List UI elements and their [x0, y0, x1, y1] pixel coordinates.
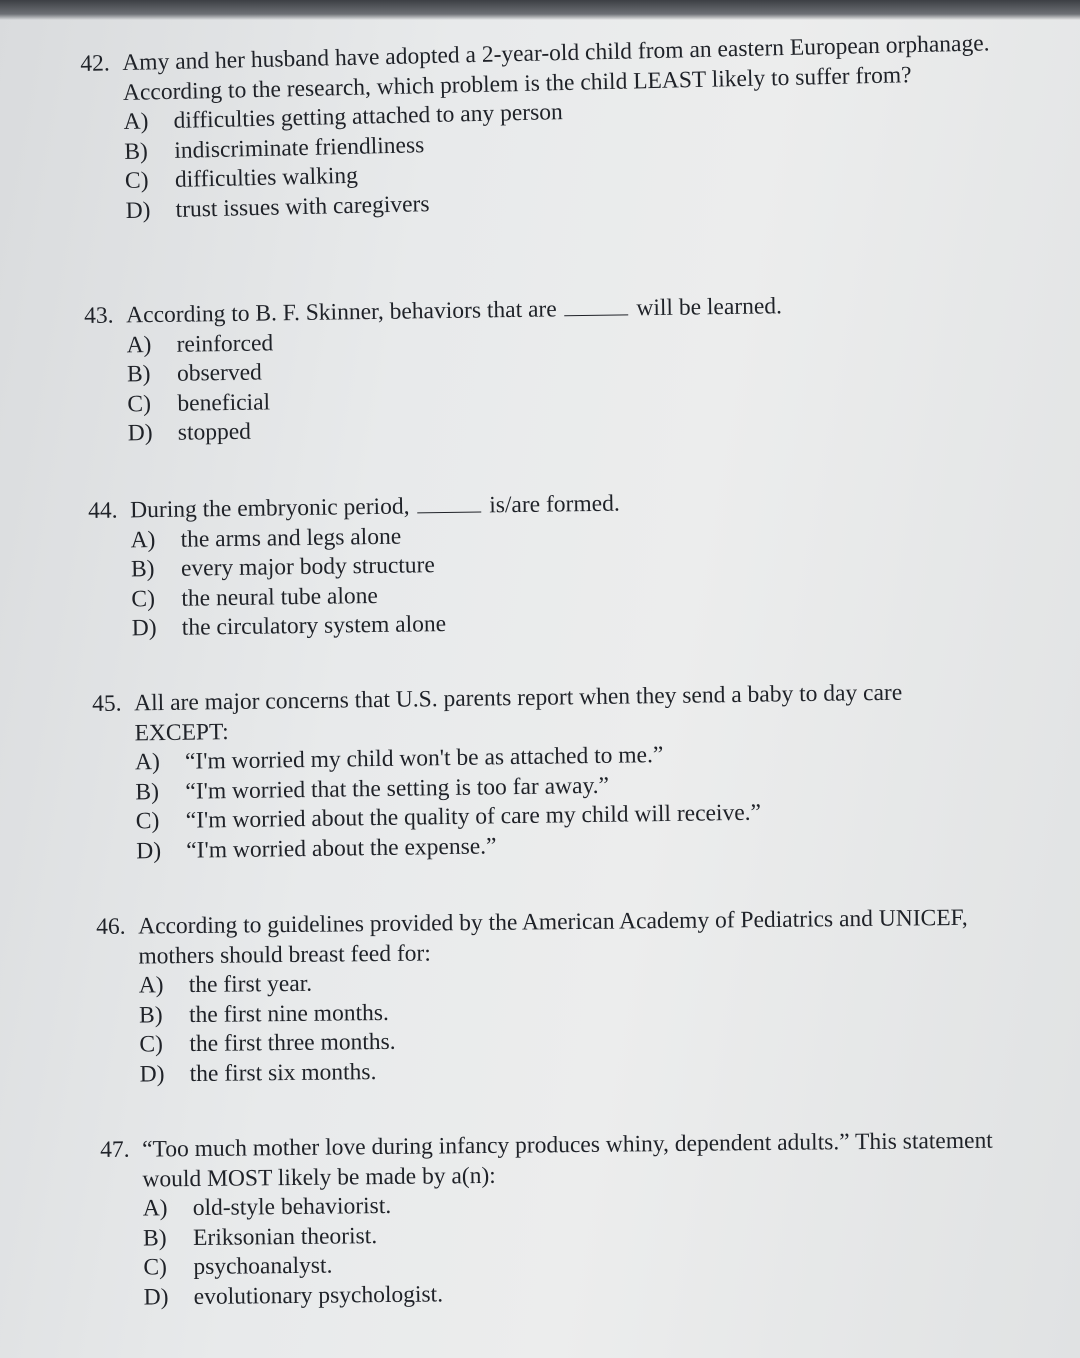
choice-letter: B)	[142, 1224, 167, 1252]
question-number: 45.	[92, 690, 122, 717]
choice-letter: C)	[127, 390, 152, 417]
question-text-before: During the embryonic period,	[130, 493, 410, 524]
choice-letter: A)	[126, 331, 152, 358]
answer-choices	[123, 87, 1033, 226]
choice-letter: A)	[130, 526, 156, 553]
question-stem	[96, 903, 1037, 972]
choice-letter: D)	[139, 1060, 165, 1088]
choice-letter: B)	[135, 778, 160, 805]
answer-choices	[135, 736, 1005, 866]
choice-text: beneficial	[177, 388, 271, 417]
question-46	[96, 903, 1038, 1090]
choice-letter: C)	[131, 585, 156, 612]
choice-letter: C)	[135, 808, 160, 835]
question-42	[80, 28, 1034, 227]
choice-text: observed	[176, 359, 263, 387]
question-text: All are major concerns that U.S. parents report when they send a baby to day care EXCEPT:	[134, 679, 903, 746]
question-text: “Too much mother love during infancy produces whiny, dependent adults.” This statement would MOST likely be made by a(n):	[142, 1127, 993, 1193]
question-text-after: will be learned.	[636, 293, 783, 322]
choice-text: the arms and legs alone	[180, 523, 402, 553]
choice-text: stopped	[177, 418, 252, 446]
answer-choices	[126, 319, 986, 449]
choice-text: old-style behaviorist.	[192, 1192, 392, 1222]
choice-letter: A)	[134, 749, 160, 776]
choice-text: reinforced	[176, 329, 274, 358]
choice-letter: C)	[143, 1254, 168, 1281]
choice-letter: B)	[126, 361, 151, 388]
choice-text: the first three months.	[189, 1028, 396, 1058]
choice-text: the first nine months.	[188, 999, 389, 1028]
choice-text: Eriksonian theorist.	[192, 1222, 378, 1251]
answer-choices	[139, 962, 1038, 1089]
choice-text: indiscriminate friendliness	[174, 131, 425, 164]
choice-text: “I'm worried about the expense.”	[186, 832, 497, 864]
choice-text: psychoanalyst.	[193, 1252, 333, 1281]
choice-text: trust issues with caregivers	[175, 190, 430, 223]
question-text: Amy and her husband have adopted a 2-year-old child from an eastern European orphanage. According to the research, which problem is the child LEAST likely to suffer from?	[122, 30, 990, 106]
question-number: 43.	[84, 302, 114, 329]
choice-text: the first six months.	[189, 1058, 377, 1087]
choice-letter: D)	[143, 1283, 169, 1311]
choice-letter: C)	[124, 167, 149, 195]
fill-in-blank	[564, 296, 628, 316]
choice-text: every major body structure	[180, 552, 436, 582]
choice-letter: B)	[124, 137, 149, 165]
question-number: 44.	[88, 497, 118, 524]
choice-text: “I'm worried that the setting is too far away.”	[185, 772, 610, 805]
choice-text: the first year.	[188, 970, 313, 999]
question-stem	[100, 1127, 1001, 1195]
question-text-before: According to B. F. Skinner, behaviors that are	[126, 296, 557, 329]
question-number: 47.	[100, 1136, 130, 1163]
choice-letter: A)	[138, 972, 164, 999]
question-43	[84, 289, 986, 449]
choice-letter: D)	[127, 420, 153, 447]
question-45	[92, 677, 1004, 867]
question-text: According to guidelines provided by the American Academy of Pediatrics and UNICEF, mothers should breast feed for:	[138, 904, 968, 970]
choice-text: difficulties getting attached to any person	[173, 99, 563, 134]
choice-letter: D)	[131, 615, 157, 642]
choice-letter: B)	[130, 556, 155, 583]
answer-choices	[143, 1186, 1002, 1313]
choice-text: difficulties walking	[174, 162, 359, 193]
question-number: 42.	[80, 50, 110, 77]
choice-letter: B)	[138, 1001, 163, 1029]
question-number: 46.	[96, 913, 126, 940]
choice-text: evolutionary psychologist.	[193, 1280, 444, 1310]
choice-text: the neural tube alone	[181, 582, 378, 612]
fill-in-blank	[417, 494, 481, 514]
answer-choices	[130, 514, 990, 644]
choice-text: “I'm worried my child won't be as attached to me.”	[184, 742, 664, 775]
choice-letter: A)	[142, 1195, 168, 1222]
question-47	[100, 1127, 1002, 1313]
choice-letter: A)	[123, 108, 149, 136]
question-44	[88, 484, 990, 644]
question-text-after: is/are formed.	[489, 490, 620, 519]
choice-text: the circulatory system alone	[181, 611, 447, 641]
choice-letter: D)	[125, 196, 151, 224]
choice-text: “I'm worried about the quality of care my child will receive.”	[185, 799, 762, 834]
monitor-bezel	[0, 0, 1080, 20]
choice-letter: C)	[139, 1031, 164, 1058]
choice-letter: D)	[136, 837, 162, 864]
